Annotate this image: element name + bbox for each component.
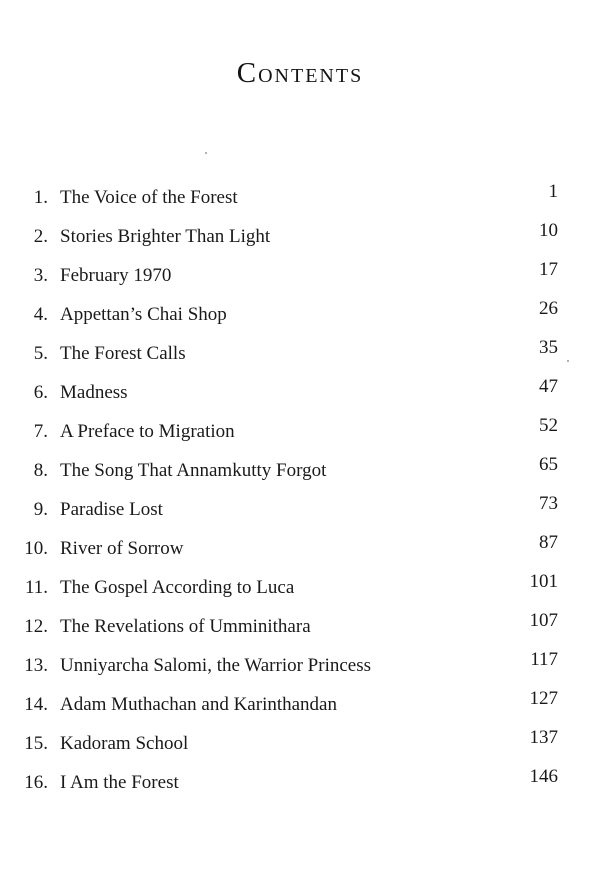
toc-entry-number: 10. <box>24 538 48 559</box>
paper-speck <box>567 360 569 362</box>
toc-entry <box>0 338 600 377</box>
toc-entry-page: 117 <box>530 649 558 670</box>
toc-entry-page: 65 <box>539 454 558 475</box>
toc-entry-page: 10 <box>539 220 558 241</box>
toc-entry <box>0 689 600 728</box>
toc-entry-number: 4. <box>33 304 48 325</box>
toc-entry-title: Stories Brighter Than Light <box>60 226 271 247</box>
toc-entry-page: 101 <box>529 571 558 592</box>
toc-entry-number: 2. <box>33 226 48 247</box>
toc-entry-title: The Forest Calls <box>60 343 186 364</box>
toc-entry <box>0 611 600 650</box>
toc-entry-number: 11. <box>24 577 48 598</box>
toc-entry-title: A Preface to Migration <box>60 421 235 442</box>
toc-entry-number: 8. <box>33 460 48 481</box>
toc-entry <box>0 182 600 221</box>
toc-entry <box>0 260 600 299</box>
toc-entry-number: 3. <box>33 265 48 286</box>
toc-entry-title: I Am the Forest <box>60 772 179 793</box>
toc-entry-title: The Voice of the Forest <box>60 187 238 208</box>
toc-entry-number: 5. <box>33 343 48 364</box>
toc-entry <box>0 650 600 689</box>
toc-entry <box>0 728 600 767</box>
toc-entry <box>0 767 600 806</box>
toc-entry-number: 13. <box>24 655 48 676</box>
toc-entry-title: Kadoram School <box>60 733 189 754</box>
toc-entry-page: 146 <box>529 766 558 787</box>
toc-entry-number: 14. <box>24 694 48 715</box>
toc-entry-title: The Song That Annamkutty Forgot <box>60 460 327 481</box>
table-of-contents <box>0 182 600 806</box>
toc-entry-number: 16. <box>24 772 48 793</box>
toc-entry-page: 26 <box>539 298 558 319</box>
toc-entry <box>0 533 600 572</box>
toc-entry <box>0 416 600 455</box>
toc-entry-page: 47 <box>539 376 558 397</box>
toc-entry-page: 1 <box>548 181 558 202</box>
toc-entry-page: 107 <box>529 610 558 631</box>
toc-entry-number: 12. <box>24 616 48 637</box>
toc-entry <box>0 455 600 494</box>
toc-entry-title: February 1970 <box>60 265 172 286</box>
toc-entry-title: The Revelations of Umminithara <box>60 616 311 637</box>
toc-entry-page: 35 <box>539 337 558 358</box>
toc-entry-title: Madness <box>60 382 128 403</box>
toc-entry-page: 127 <box>529 688 558 709</box>
page-title: Contents <box>236 57 364 90</box>
toc-entry-page: 17 <box>539 259 558 280</box>
toc-entry-number: 7. <box>33 421 48 442</box>
toc-entry <box>0 572 600 611</box>
toc-entry <box>0 377 600 416</box>
paper-speck <box>205 152 207 154</box>
toc-entry-title: Unniyarcha Salomi, the Warrior Princess <box>60 655 372 676</box>
toc-entry-page: 73 <box>539 493 558 514</box>
toc-entry-title: Adam Muthachan and Karinthandan <box>60 694 337 715</box>
toc-entry-page: 87 <box>539 532 558 553</box>
toc-entry <box>0 299 600 338</box>
toc-entry-number: 6. <box>33 382 48 403</box>
toc-entry <box>0 221 600 260</box>
toc-entry-page: 137 <box>529 727 558 748</box>
toc-entry-number: 1. <box>33 187 48 208</box>
toc-entry-page: 52 <box>539 415 558 436</box>
toc-entry-number: 15. <box>24 733 48 754</box>
toc-entry-title: Appettan’s Chai Shop <box>60 304 227 325</box>
toc-entry-title: Paradise Lost <box>60 499 163 520</box>
toc-entry-title: River of Sorrow <box>60 538 184 559</box>
toc-entry-number: 9. <box>33 499 48 520</box>
toc-entry-title: The Gospel According to Luca <box>60 577 295 598</box>
toc-entry <box>0 494 600 533</box>
